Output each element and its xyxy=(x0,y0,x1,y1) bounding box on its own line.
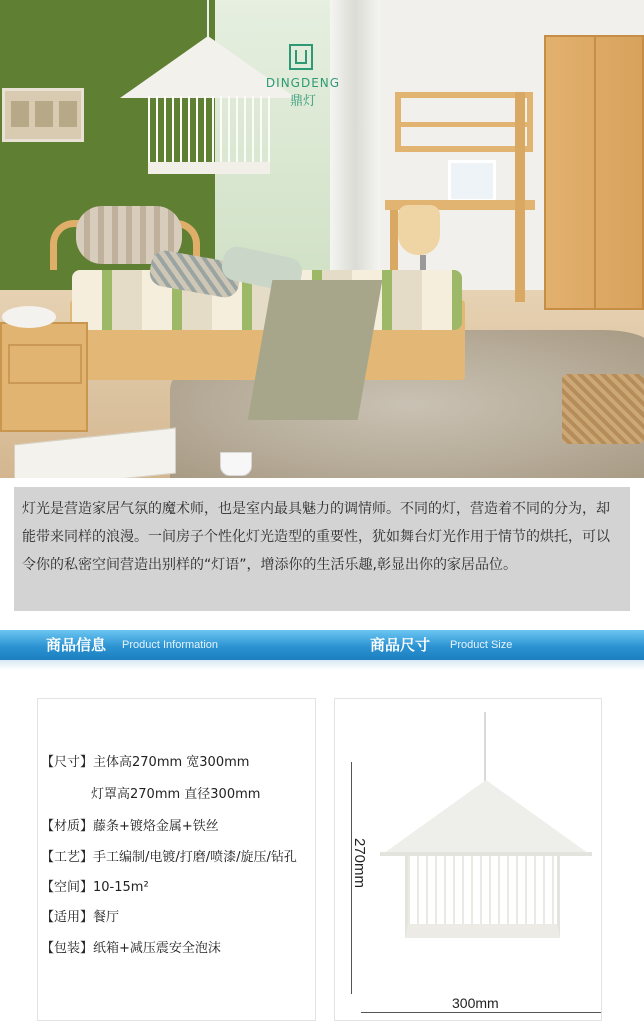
rattan-lamp-cage xyxy=(148,96,270,174)
nightstand-drawer xyxy=(8,344,82,384)
spec-space: 【空间】10-15m² xyxy=(41,880,149,895)
pendant-cage xyxy=(405,856,560,938)
section-header-shadow xyxy=(0,660,644,670)
spec-material: 【材质】藤条+镀烙金属+铁丝 xyxy=(41,819,219,834)
height-dimension-label: 270mm xyxy=(351,838,368,889)
wardrobe-door-split xyxy=(594,35,596,310)
brand-logo-icon xyxy=(289,44,313,70)
width-dimension-line xyxy=(361,1012,601,1013)
brand-name-cn: 鼎灯 xyxy=(289,94,316,109)
hero-room-photo xyxy=(0,0,644,478)
desk-chair xyxy=(398,205,440,255)
spec-size-main: 【尺寸】主体高270mm 宽300mm xyxy=(41,755,250,770)
tea-cup xyxy=(220,452,252,476)
spec-usage: 【适用】餐厅 xyxy=(41,910,120,925)
info-section-title: 商品信息 xyxy=(46,636,107,654)
pendant-shade xyxy=(380,780,592,856)
width-dimension-label: 300mm xyxy=(452,995,499,1011)
wall-picture xyxy=(2,88,84,142)
spec-craft: 【工艺】手工编制/电镀/打磨/喷漆/旋压/钻孔 xyxy=(41,850,297,865)
info-section-subtitle: Product Information xyxy=(122,639,218,651)
wicker-basket xyxy=(562,374,644,444)
intro-paragraph: 灯光是营造家居气氛的魔术师，也是室内最具魅力的调情师。不同的灯，营造着不同的分为，却能带来同样的浪漫。一间房子个性化灯光造型的重要性，犹如舞台灯光作用于情节的烘托，可以令你的私密空间营造出别样的“灯语”，增添你的生活乐趣,彰显出你的家居品位。 xyxy=(14,487,630,611)
size-section-subtitle: Product Size xyxy=(450,639,513,651)
spec-size-shade: 灯罩高270mm 直径300mm xyxy=(91,787,261,802)
size-section-title: 商品尺寸 xyxy=(370,636,431,654)
nightstand xyxy=(0,322,88,432)
desk-shelf xyxy=(395,122,533,127)
desk-monitor xyxy=(448,160,496,202)
spec-packing: 【包装】纸箱+减压震安全泡沫 xyxy=(41,941,221,956)
flower-vase xyxy=(2,306,56,328)
lamp-cord xyxy=(207,0,209,38)
curtain xyxy=(330,0,380,290)
desk-leg xyxy=(515,92,525,302)
brand-name-en: DINGDENG xyxy=(265,76,341,90)
